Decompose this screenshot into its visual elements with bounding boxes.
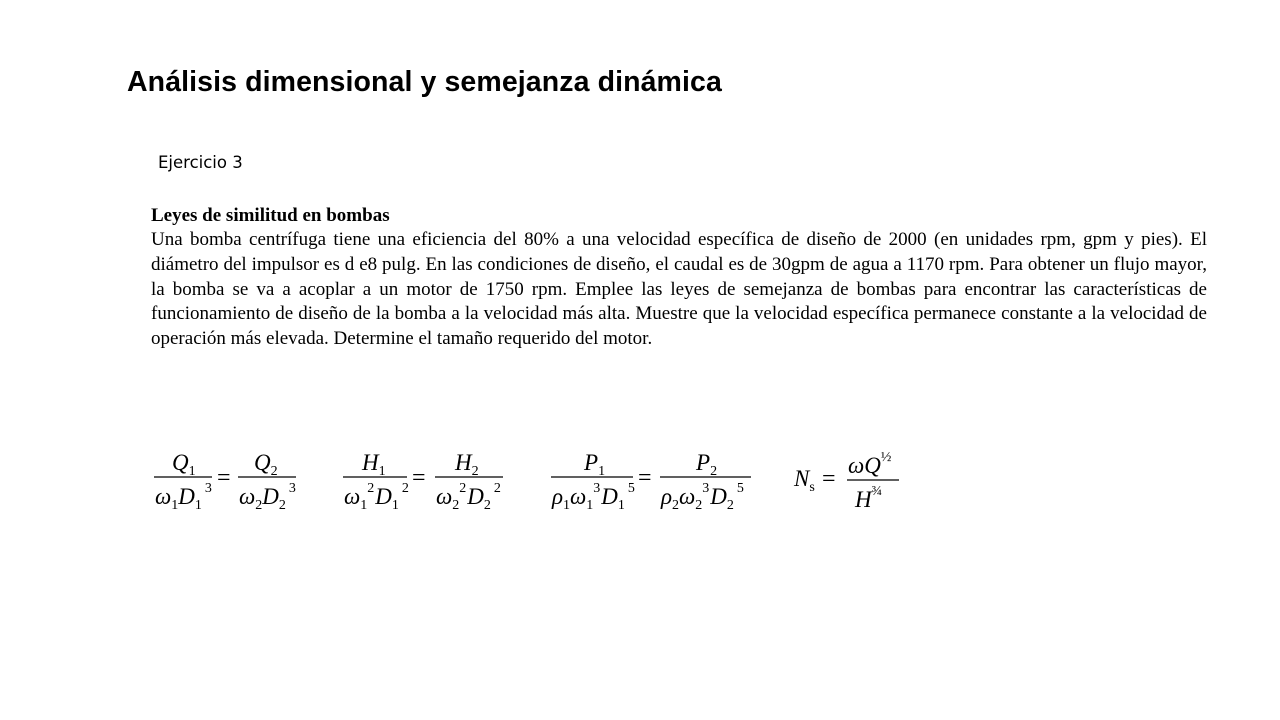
svg-text:ρ1ω13D15: $\rho_1\omega_1^3D_1^5$ — [552, 481, 635, 513]
svg-text:=: = — [217, 465, 231, 491]
slide-title: Análisis dimensional y semejanza dinámica — [127, 66, 722, 98]
svg-text:H¾: $H^{\frac{3}{4}}$ — [855, 484, 883, 512]
similarity-formulas — [150, 440, 910, 524]
svg-text:=: = — [822, 466, 836, 492]
exercise-label: Ejercicio 3 — [158, 153, 243, 172]
svg-text:ω2D23: $\omega_2D_2^3$ — [239, 481, 296, 513]
svg-text:Ns: $N_s$ — [794, 466, 815, 495]
svg-text:ωQ½: $\omega Q^{\frac{1}{2}}$ — [848, 450, 892, 478]
specific-speed-formula — [793, 450, 899, 512]
svg-text:P2: $P_2$ — [696, 450, 718, 479]
head-law-formula — [343, 450, 503, 513]
svg-text:H1: $H_1$ — [362, 450, 386, 479]
svg-text:ω12D12: $\omega_1^2D_1^2$ — [344, 481, 409, 513]
svg-text:ω1D13: $\omega_1D_1^3$ — [155, 481, 212, 513]
svg-text:H2: $H_2$ — [455, 450, 479, 479]
svg-text:ρ2ω23D25: $\rho_2\omega_2^3D_2^5$ — [661, 481, 744, 513]
svg-text:=: = — [638, 465, 652, 491]
problem-statement — [151, 204, 1207, 352]
svg-text:Q1: $Q_1$ — [172, 450, 196, 479]
svg-text:Q2: $Q_2$ — [254, 450, 278, 479]
power-law-formula — [551, 450, 751, 513]
problem-body: Una bomba centrífuga tiene una eficiencia del 80% a una velocidad específica de diseño de 2000 (en unidades rpm, gpm y pies). El diámetro del impulsor es d e8 pulg. En las condiciones de diseño, el caudal es de 30gpm de agua a 1170 rpm. Para obtener un flujo mayor, la bomba se va a acoplar a un motor de 1750 rpm. Emplee las leyes de semejanza de bombas para encontrar las características de funcionamiento de diseño de la bomba a la velocidad más alta. Muestre que la velocidad específica permanece constante a la velocidad de operación más elevada. Determine el tamaño requerido del motor. — [151, 229, 1207, 350]
flow-law-formula — [154, 450, 296, 513]
problem-heading: Leyes de similitud en bombas — [151, 205, 390, 226]
svg-text:=: = — [412, 465, 426, 491]
svg-text:P1: $P_1$ — [584, 450, 606, 479]
svg-text:ω22D22: $\omega_2^2D_2^2$ — [436, 481, 501, 513]
